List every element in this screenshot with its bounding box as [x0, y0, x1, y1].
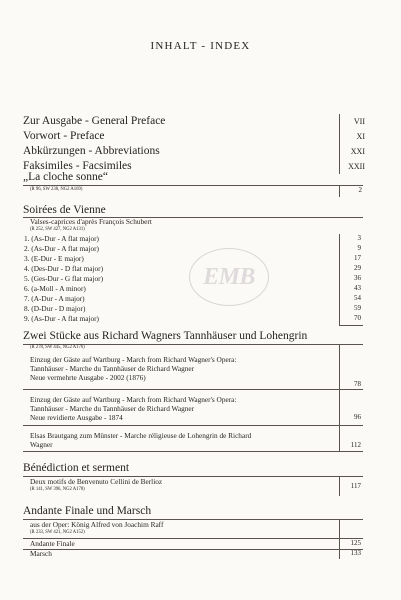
catalogue-ref: (R 278, SW 445, NG2 A176) [30, 345, 85, 350]
toc-page-number: 54 [354, 294, 361, 302]
page-title: INHALT - INDEX [150, 40, 251, 52]
entry-line: Einzug der Gäste auf Wartburg - March from Richard Wagner's Opera: [30, 395, 237, 404]
toc-entry-valse-1[interactable]: 1. (As-Dur - A flat major) [24, 234, 99, 243]
toc-page-number: 117 [350, 482, 361, 490]
toc-page-number: VII [353, 117, 365, 126]
section-subtitle: aus der Oper: König Alfred von Joachim Raff [30, 520, 164, 529]
toc-entry-valse-2[interactable]: 2. (As-Dur - A flat major) [24, 244, 99, 253]
toc-entry-label: Vorwort - Preface [23, 130, 105, 142]
toc-entry-valse-5[interactable]: 5. (Ges-Dur - G flat major) [24, 274, 104, 283]
catalogue-ref: (R 96, SW 238, NG2 A169) [30, 187, 83, 192]
page-column-divider [339, 519, 340, 559]
toc-entry-general-preface[interactable] [23, 114, 363, 129]
catalogue-ref: (R 233, SW 421, NG2 A152) [30, 530, 85, 535]
page-column-divider [339, 185, 340, 197]
toc-page-number: 78 [354, 380, 361, 388]
toc-page-number: 112 [350, 441, 361, 449]
wagner-entry-1[interactable] [30, 355, 236, 382]
toc-entry-preface[interactable] [23, 129, 363, 144]
section-title-soirees[interactable]: Soirées de Vienne [23, 204, 106, 216]
toc-entry-label: Zur Ausgabe - General Preface [23, 115, 166, 127]
toc-page-number: 9 [357, 244, 361, 252]
entry-rule [23, 451, 363, 452]
toc-entry-valse-8[interactable]: 8. (D-Dur - D major) [24, 304, 86, 313]
entry-line: Tannhäuser - Marche du Tannhäuser de Richard Wagner [30, 364, 195, 373]
page-column-divider [339, 476, 340, 496]
front-matter-list [23, 114, 363, 174]
toc-entry-valse-7[interactable]: 7. (A-Dur - A major) [24, 294, 85, 303]
row-rule [339, 325, 363, 326]
toc-entry-label: Abkürzungen - Abbreviations [23, 145, 160, 157]
toc-page-number: 133 [350, 549, 361, 557]
entry-line: Neue vermehrte Ausgabe - 2002 (1876) [30, 373, 146, 382]
emb-watermark-logo [189, 248, 269, 306]
toc-entry-valse-3[interactable]: 3. (E-Dur - E major) [24, 254, 84, 263]
entry-line: Einzug der Gäste auf Wartburg - March from Richard Wagner's Opera: [30, 355, 237, 364]
section-title-cloche[interactable]: „La cloche sonne“ [23, 171, 108, 183]
section-rule [23, 185, 363, 186]
entry-line: Wagner [30, 440, 53, 449]
section-subtitle: Deux motifs de Benvenuto Cellini de Berlioz [30, 477, 163, 486]
entry-rule [23, 549, 363, 550]
catalogue-ref: (R 252, SW 427, NG2 A131) [30, 227, 85, 232]
toc-page-number: 29 [354, 264, 361, 272]
section-title-andante[interactable]: Andante Finale und Marsch [23, 505, 152, 517]
section-title-benediction[interactable]: Bénédiction et serment [23, 462, 130, 474]
page-column-divider [339, 234, 340, 326]
entry-rule [23, 389, 363, 390]
toc-entry-valse-4[interactable]: 4. (Des-Dur - D flat major) [24, 264, 104, 273]
entry-line: Neue revidierte Ausgabe - 1874 [30, 413, 123, 422]
page-column-divider [339, 344, 340, 452]
toc-page-number: XXI [350, 147, 365, 156]
toc-page-number: 59 [354, 304, 361, 312]
toc-entry-marsch[interactable]: Marsch [30, 549, 52, 558]
toc-page-number: XXII [348, 162, 365, 171]
toc-page-number: 3 [357, 234, 361, 242]
toc-entry-abbreviations[interactable] [23, 144, 363, 159]
toc-page-number: 2 [358, 186, 362, 194]
section-title-wagner[interactable]: Zwei Stücke aus Richard Wagners Tannhäuser und Lohengrin [23, 330, 308, 342]
entry-line: Tannhäuser - Marche du Tannhäuser de Richard Wagner [30, 404, 195, 413]
entry-line: Elsas Brautgang zum Münster - Marche réligieuse de Lohengrin de Richard [30, 431, 252, 440]
watermark-text: EMB [203, 264, 255, 290]
toc-entry-valse-9[interactable]: 9. (As-Dur - A flat major) [24, 314, 99, 323]
toc-page-number: 43 [354, 284, 361, 292]
wagner-entry-2[interactable] [30, 395, 236, 422]
page-column-divider [339, 114, 340, 174]
toc-entry-label: Faksimiles - Facsimiles [23, 160, 132, 172]
wagner-entry-3[interactable] [30, 431, 251, 449]
toc-entry-valse-6[interactable]: 6. (a-Moll - A minor) [24, 284, 86, 293]
toc-page-number: 17 [354, 254, 361, 262]
toc-page-number: XI [356, 132, 365, 141]
toc-page-number: 70 [354, 314, 361, 322]
entry-rule [23, 425, 363, 426]
toc-page-number: 96 [354, 413, 361, 421]
toc-page-number: 36 [354, 274, 361, 282]
catalogue-ref: (R 141, SW 396, NG2 A178) [30, 487, 85, 492]
toc-page-number: 125 [350, 539, 361, 547]
section-subtitle: Valses-caprices d'après François Schubert [30, 217, 152, 226]
toc-entry-andante-finale[interactable]: Andante Finale [30, 539, 75, 548]
